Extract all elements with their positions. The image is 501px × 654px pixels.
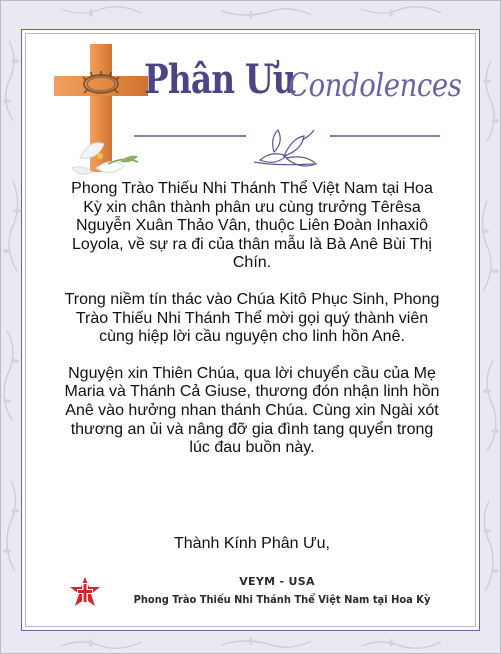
message-paragraph-2: Trong niềm tín thác vào Chúa Kitô Phục Sinh, Phong Trào Thiếu Nhi Thánh Thể mời gọi quý thành viên cùng hiệp lời cầu nguyện cho linh hồn Anê.	[64, 290, 440, 346]
page-subtitle: Condolences	[288, 66, 462, 104]
org-code: VEYM - USA	[239, 575, 315, 588]
lily-divider-icon	[254, 130, 316, 166]
message-paragraph-3: Nguyện xin Thiên Chúa, qua lời chuyển cầu của Mẹ Maria và Thánh Cả Giuse, thương đón nhận linh hồn Anê vào hưởng nhan thánh Chúa. Cùng xin Ngài xót thương an ủi và nâng đỡ gia đình tang quyển trong lúc đau buồn này.	[64, 364, 440, 457]
closing-line: Thành Kính Phân Ưu,	[174, 535, 330, 552]
title-block	[142, 52, 462, 112]
condolence-message	[60, 180, 444, 476]
message-paragraph-1: Phong Trào Thiếu Nhi Thánh Thể Việt Nam tại Hoa Kỳ xin chân thành phân ưu cùng trưởng Têrêsa Nguyễn Xuân Thảo Vân, thuộc Liên Đoàn Inhaxiô Loyola, về sự ra đi của thân mẫu là Bà Anê Bùi Thị Chín.	[71, 180, 433, 272]
org-name: Phong Trào Thiếu Nhi Thánh Thể Việt Nam tại Hoa Kỳ	[133, 593, 431, 606]
lily-divider	[134, 122, 440, 172]
card-frame	[21, 29, 480, 631]
page-title: Phân Ưu	[144, 56, 296, 103]
